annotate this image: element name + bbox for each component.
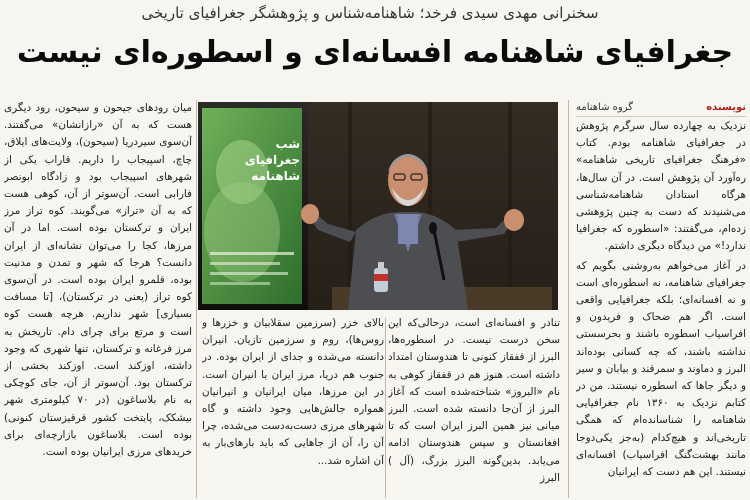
paragraph: تنادر و افسانه‌ای است، درحالی‌که این سخن درست نیست. در اسطوره‌ها، البرز از قفقاز کنونی تا هندوستان امتداد داشته است. هنوز هم در قفقاز کوهی به نام «البروز» شناخته‌شده است که آغاز البرز از آن‌جا دانسته شده است. البرز میانی نیز همین البرز ایران است که تا افغانستان و سپس هندوستان ادامه می‌یابد. بدین‌گونه البرز بزرگ، (آل‌ ) البرز	[388, 317, 560, 484]
byline-name: گروه شاهنامه	[576, 102, 634, 113]
article-column-middle-left	[202, 315, 384, 498]
column-divider	[196, 100, 197, 498]
article-column-middle-right	[388, 315, 560, 498]
article-headline: جغرافیای شاهنامه افسانه‌ای و اسطوره‌ای نیست	[16, 35, 734, 70]
column-divider	[568, 100, 569, 498]
paragraph: بالای خزر (سرزمین سقلابیان و خزرها و روس‌ها)، روم و سرزمین تازیان. انیران دانسته می‌شده و جدای از ایران بوده. در جنوب هم دریا، مرز ایران با انیران است. در این مرزها، میان ایرانیان و انیرانیان همواره جالش‌هایی وجود داشته و گاه شهرهای مرزی دست‌به‌دست می‌شده، چرا آن را، آن از جاهایی که باید بارهای‌بار به آن اشاره شد...	[202, 317, 384, 467]
paragraph: نزدیک به چهارده سال سرگرم پژوهش در جغرافیای شاهنامه بودم. کتاب «فرهنگ جغرافیای تاریخی شاهنامه» ره‌آورد آن پژوهش است. در آن سال‌ها، هرگاه استادان شاهنامه‌شناسی می‌شنیدند که دست به چنین پژوهشی زده‌ام، می‌گفتند: «اسطوره که جغرافیا ندارد!» من دیدگاه دیگری داشتم.	[576, 120, 746, 253]
article-column-left	[4, 100, 192, 498]
article-kicker: سخنرانی مهدی سیدی فرخد؛ شاهنامه‌شناس و پژوهشگر جغرافیای تاریخی	[141, 4, 599, 22]
byline-role: نویسنده	[706, 102, 746, 113]
byline	[576, 100, 746, 117]
paragraph: میان رودهای جیحون و سیحون، رود دیگری هست که به آن «رازانشان» می‌گفتند. آن‌سوی سیردریا (سیحون)، ولایت‌های ایلاق، چاچ، اسپیجاب را داریم. قاراب یکی از شهرهای اسپیجاب بود و زادگاه ابونصر فارابی است. آن‌سوتر از آن، کوهی هست که به آن «تراز» می‌گویند. کوه تراز مرز ایران و ترکستان بوده است. اما در آن مرزها، کجا را می‌توان نشانه‌ای از ایران دانست؟ هرجا که شهر و تمدن و مدنیت بوده، قلمرو ایران بوده است. در آن‌سوی کوه تراز (یعنی در ترکستان)، [تا مسافت بسیاری] شهر نداریم. هرچه هست کوه است و مرتع برای چرای دام. تاریخش به مرز فرغانه و ترکستان، تنها شهری که وجود داشته، اوزکند است. اوزکند بخشی از ترکستان بود. آن‌سوتر از آن، جای کوچکی به نام بلاساغون (در ۷۰ کیلومتری شهر بیشکک، پایتخت کشور قرقیزستان کنونی) بوده است. بلاساغون بازارچه‌ای برای خریدهای مرزی ایرانیان بوده است.	[4, 102, 192, 459]
article-column-right	[576, 118, 746, 498]
speaker-photo	[198, 102, 558, 310]
poster-title: شب جغرافیای شاهنامه	[244, 137, 300, 183]
paragraph: در آغاز می‌خواهم به‌روشنی بگویم که جغرافیای شاهنامه، نه اسطوره‌ای است و نه افسانه‌ای؛ بلکه جغرافیایی واقعی است. اگر هم ضحاک و فریدون و افراسیاب اسطوره باشند و بحرسستی نداشته باشند، که چه کسانی بوده‌اند البرز و دماوند و سمرقند و بیابان و سیر و دیگر جاها که اسطوره نیستند. من در کتابم نزدیک به ۱۳۶۰ نام جغرافیایی شاهنامه را شناسانده‌ام که همگی تاریخی‌اند و هیچ‌کدام (به‌جز یکی‌دوجا مانند بهشت‌گنگ افراسیاب) افسانه‌ای نیستند. این هم دست که ایرانیان	[576, 259, 746, 479]
column-divider	[385, 318, 386, 498]
